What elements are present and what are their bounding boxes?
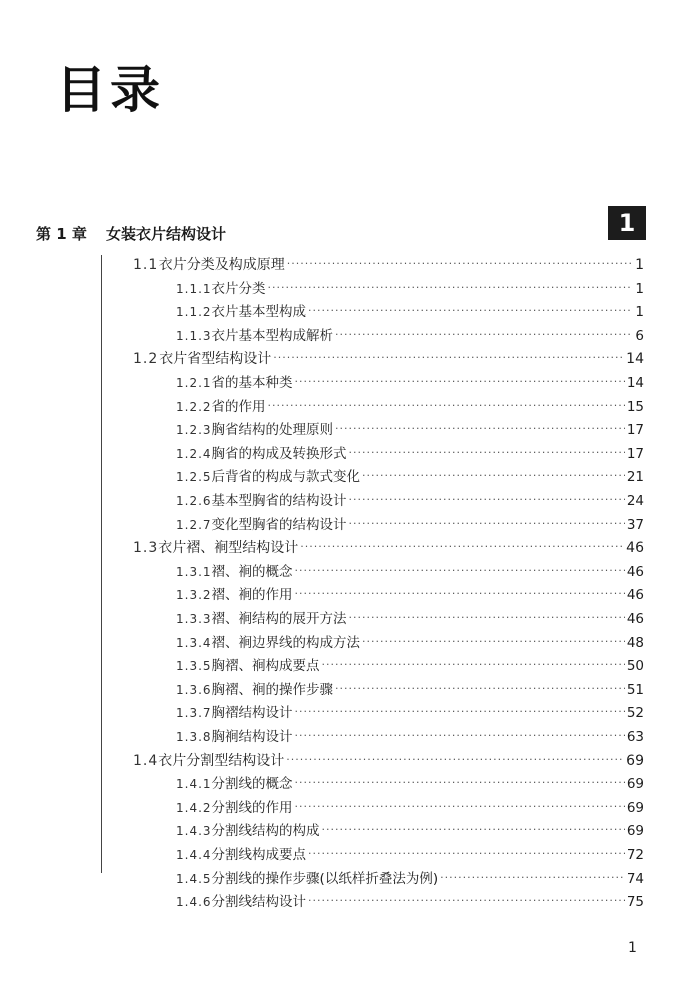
toc-leader-dots xyxy=(287,252,632,276)
toc-number: 1.3.5 xyxy=(176,659,212,674)
toc-section[interactable] xyxy=(133,253,644,277)
toc-number: 1.3.2 xyxy=(176,588,212,603)
toc-subsection[interactable] xyxy=(176,678,644,702)
toc-label: 胸裥结构设计 xyxy=(211,729,293,745)
toc-page: 14 xyxy=(626,351,644,368)
toc-page: 14 xyxy=(626,375,644,391)
toc-label: 衣片褶、裥型结构设计 xyxy=(158,540,299,557)
toc-page: 50 xyxy=(626,658,644,675)
toc-leader-dots xyxy=(308,299,632,323)
toc-leader-dots xyxy=(268,276,632,300)
toc-subsection[interactable] xyxy=(176,489,644,513)
toc-label: 胸省的构成及转换形式 xyxy=(211,445,347,462)
toc-number: 1.2.7 xyxy=(176,517,212,532)
toc-subsection[interactable] xyxy=(176,277,644,301)
toc-page: 46 xyxy=(626,587,644,604)
toc-subsection[interactable] xyxy=(176,772,644,796)
toc-label: 衣片基本型构成解析 xyxy=(211,327,334,344)
toc-page: 72 xyxy=(626,847,644,863)
toc-page: 24 xyxy=(626,493,644,509)
toc-subsection[interactable] xyxy=(176,418,644,442)
toc-label: 胸省结构的处理原则 xyxy=(211,422,334,439)
toc-subsection[interactable] xyxy=(176,631,644,655)
toc-number: 1.2.4 xyxy=(176,446,212,461)
toc-label: 胸褶、裥的操作步骤 xyxy=(211,681,334,698)
chapter-badge: 1 xyxy=(608,206,646,240)
toc-leader-dots xyxy=(362,464,625,488)
toc-label: 衣片分类 xyxy=(211,280,266,297)
toc-number: 1.2.5 xyxy=(176,470,212,485)
toc-section[interactable] xyxy=(133,536,644,560)
toc-leader-dots xyxy=(295,795,625,819)
toc-page: 46 xyxy=(626,611,644,627)
toc-leader-dots xyxy=(273,346,624,370)
toc-number: 1.2.6 xyxy=(176,494,212,508)
toc-number: 1.3.8 xyxy=(176,730,212,744)
toc-label: 衣片省型结构设计 xyxy=(159,351,272,368)
toc-page: 52 xyxy=(626,705,644,722)
toc-leader-dots xyxy=(295,724,625,748)
toc-subsection[interactable] xyxy=(176,890,644,914)
toc-subsection[interactable] xyxy=(176,300,644,324)
toc-leader-dots xyxy=(349,512,625,536)
toc-page: 69 xyxy=(626,799,644,816)
toc-page: 48 xyxy=(626,634,644,651)
toc-label: 褶、裥的概念 xyxy=(211,563,293,580)
toc-label: 变化型胸省的结构设计 xyxy=(211,516,347,533)
toc-leader-dots xyxy=(308,889,625,913)
toc-label: 胸褶结构设计 xyxy=(211,705,293,722)
toc-page: 6 xyxy=(635,327,644,344)
toc-page: 51 xyxy=(626,681,644,698)
toc-number: 1.4.3 xyxy=(176,824,212,839)
toc-leader-dots xyxy=(322,818,625,842)
toc-subsection[interactable] xyxy=(176,607,644,631)
toc-leader-dots xyxy=(349,488,625,512)
toc-leader-dots xyxy=(335,417,625,441)
toc-page: 46 xyxy=(626,540,644,557)
toc-leader-dots xyxy=(349,606,625,630)
toc-label: 后背省的构成与款式变化 xyxy=(211,469,361,486)
toc-leader-dots xyxy=(295,370,625,394)
toc-label: 褶、裥边界线的构成方法 xyxy=(211,634,361,651)
toc-number: 1.1 xyxy=(133,257,159,273)
toc-number: 1.3 xyxy=(133,540,159,557)
toc-leader-dots xyxy=(362,630,625,654)
toc-label: 分割线的概念 xyxy=(211,776,293,793)
toc-subsection[interactable] xyxy=(176,796,644,820)
toc-leader-dots xyxy=(440,866,625,890)
toc-number: 1.1.2 xyxy=(176,305,212,320)
toc-label: 褶、裥结构的展开方法 xyxy=(211,611,347,627)
chapter-title: 女装衣片结构设计 xyxy=(106,225,227,243)
toc-page: 46 xyxy=(626,563,644,580)
toc-number: 1.4.5 xyxy=(176,871,212,886)
toc-subsection[interactable] xyxy=(176,583,644,607)
toc-label: 省的基本种类 xyxy=(211,375,293,391)
chapter-heading xyxy=(36,209,656,246)
toc-number: 1.4.2 xyxy=(176,800,212,815)
toc-page: 1 xyxy=(635,280,644,297)
toc-number: 1.4 xyxy=(133,752,159,769)
toc-number: 1.3.4 xyxy=(176,635,212,650)
toc-section[interactable] xyxy=(133,347,644,371)
toc-leader-dots xyxy=(295,771,625,795)
page-number: 1 xyxy=(628,940,637,956)
toc-leader-dots xyxy=(300,535,624,559)
toc-number: 1.3.7 xyxy=(176,706,212,721)
toc-label: 衣片分割型结构设计 xyxy=(158,752,285,769)
toc-leader-dots xyxy=(335,677,625,701)
toc-page: 1 xyxy=(635,257,644,273)
toc-rule xyxy=(101,255,102,873)
toc-page: 69 xyxy=(626,823,644,840)
toc-page: 69 xyxy=(626,776,644,793)
toc-label: 分割线结构的构成 xyxy=(211,823,320,840)
toc-subsection[interactable] xyxy=(176,843,644,867)
toc-section[interactable] xyxy=(133,749,644,773)
toc-number: 1.2.1 xyxy=(176,376,212,390)
toc-leader-dots xyxy=(308,842,625,866)
toc-subsection[interactable] xyxy=(176,701,644,725)
toc-subsection[interactable] xyxy=(176,560,644,584)
toc-number: 1.2 xyxy=(133,351,159,368)
toc-number: 1.2.3 xyxy=(176,423,212,438)
toc-number: 1.3.6 xyxy=(176,682,212,697)
toc-number: 1.3.1 xyxy=(176,564,212,579)
toc-number: 1.4.1 xyxy=(176,777,212,792)
toc-leader-dots xyxy=(295,700,625,724)
toc-subsection[interactable] xyxy=(176,513,644,537)
toc-number: 1.2.2 xyxy=(176,399,212,414)
toc-label: 分割线构成要点 xyxy=(211,847,307,863)
toc-leader-dots xyxy=(268,394,625,418)
toc-subsection[interactable] xyxy=(176,819,644,843)
toc-label: 衣片分类及构成原理 xyxy=(158,257,285,273)
toc-subsection[interactable] xyxy=(176,324,644,348)
toc-leader-dots xyxy=(335,323,632,347)
toc-leader-dots xyxy=(295,582,625,606)
toc-leader-dots xyxy=(295,559,625,583)
toc-label: 省的作用 xyxy=(211,398,266,415)
toc-page: 15 xyxy=(626,398,644,415)
toc-label: 胸褶、裥构成要点 xyxy=(211,658,320,675)
toc-label: 褶、裥的作用 xyxy=(211,587,293,604)
toc-leader-dots xyxy=(286,748,624,772)
toc-subsection[interactable] xyxy=(176,395,644,419)
chapter-number: 第 1 章 xyxy=(36,225,87,243)
toc-page: 69 xyxy=(626,752,644,769)
toc-subsection[interactable] xyxy=(176,867,644,891)
toc-subsection[interactable] xyxy=(176,654,644,678)
toc-label: 分割线的操作步骤(以纸样折叠法为例) xyxy=(211,870,439,887)
toc-subsection[interactable] xyxy=(176,725,644,749)
toc-page: 74 xyxy=(626,870,644,887)
toc-subsection[interactable] xyxy=(176,371,644,395)
toc-number: 1.1.1 xyxy=(176,281,212,296)
toc-subsection[interactable] xyxy=(176,465,644,489)
toc-label: 基本型胸省的结构设计 xyxy=(211,493,347,509)
toc-page: 17 xyxy=(626,445,644,462)
toc-page: 75 xyxy=(626,894,644,911)
toc-leader-dots xyxy=(322,653,625,677)
toc-subsection[interactable] xyxy=(176,442,644,466)
toc-label: 分割线结构设计 xyxy=(211,894,307,911)
toc-page: 37 xyxy=(626,516,644,533)
toc-leader-dots xyxy=(349,441,625,465)
toc-number: 1.1.3 xyxy=(176,328,212,343)
toc-number: 1.3.3 xyxy=(176,612,212,626)
toc-page: 21 xyxy=(626,469,644,486)
toc-number: 1.4.6 xyxy=(176,895,212,910)
toc-number: 1.4.4 xyxy=(176,848,212,862)
toc-page: 63 xyxy=(626,729,644,745)
toc-page: 1 xyxy=(635,304,644,321)
toc-page: 17 xyxy=(626,422,644,439)
toc-label: 衣片基本型构成 xyxy=(211,304,307,321)
toc-label: 分割线的作用 xyxy=(211,799,293,816)
page-title: 目录 xyxy=(56,61,164,119)
